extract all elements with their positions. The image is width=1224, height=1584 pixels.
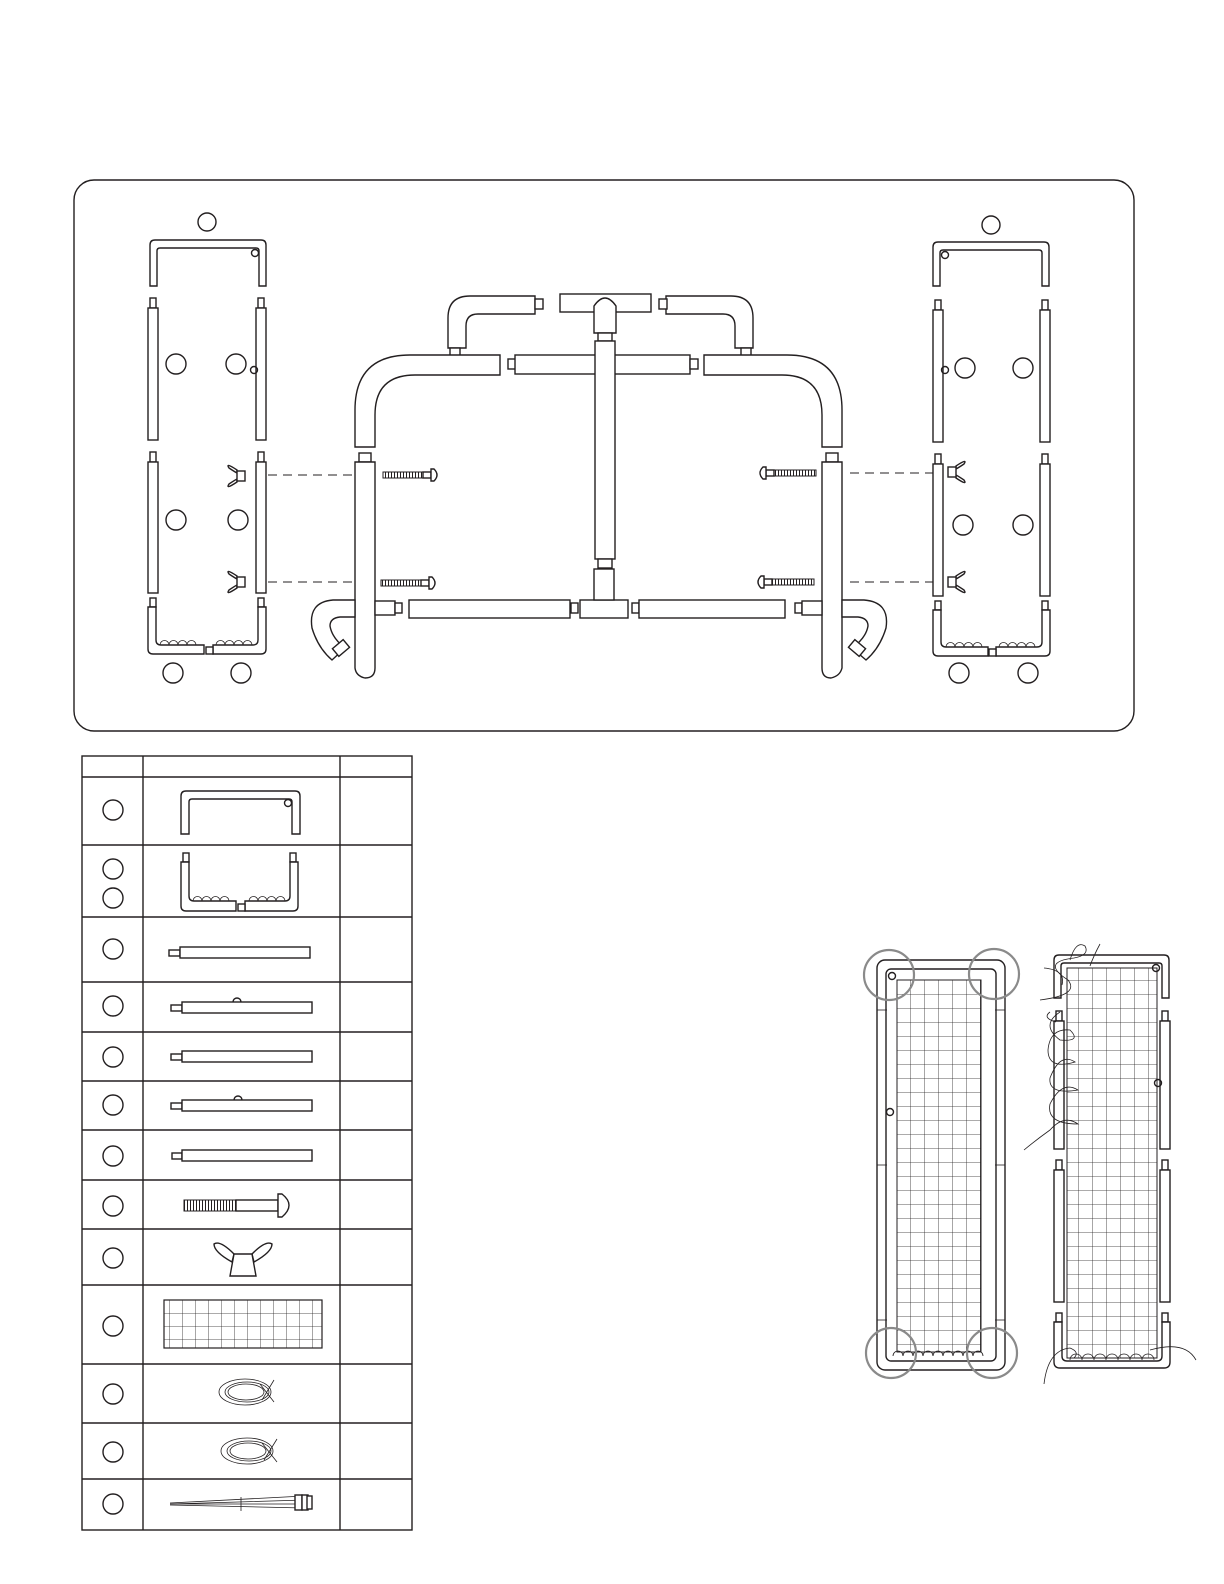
elbow-connector	[448, 296, 535, 348]
table-border	[82, 756, 412, 1530]
net-panel	[897, 980, 981, 1352]
tube-plug	[598, 559, 612, 568]
table-row-side-tube-with-knob	[171, 998, 312, 1013]
table-row-markers	[103, 800, 123, 1514]
tube-plug	[632, 603, 639, 613]
tube-plug	[1162, 1011, 1168, 1021]
tube-plug	[206, 647, 213, 654]
tube-plug	[690, 359, 698, 369]
table-row-net-panel	[164, 1300, 322, 1348]
right-side-frame	[933, 216, 1050, 683]
table-row-bottom-bar	[181, 853, 298, 911]
side-tube	[148, 462, 158, 593]
detail-view-lacing	[1024, 944, 1196, 1384]
elbow-connector	[666, 296, 753, 348]
side-tube	[1054, 1170, 1064, 1302]
bottom-bar-half	[933, 610, 988, 656]
bolt	[758, 576, 814, 588]
part-marker	[949, 663, 969, 683]
tube-plug	[935, 300, 941, 310]
table-row-bolt	[184, 1194, 289, 1217]
bolt	[760, 467, 816, 479]
table-row-side-tube	[169, 947, 310, 958]
tube-plug	[258, 298, 264, 308]
table-row-string-coil	[219, 1379, 274, 1405]
table-row-side-tube	[172, 1150, 312, 1161]
table-row-string-coil	[221, 1438, 277, 1464]
tube-plug	[1162, 1160, 1168, 1170]
bolt	[381, 577, 435, 589]
part-marker	[1013, 358, 1033, 378]
tube-plug	[395, 603, 402, 613]
part-marker	[231, 663, 251, 683]
side-tube	[148, 308, 158, 440]
part-marker	[228, 510, 248, 530]
detail-view-net-installed	[864, 949, 1019, 1378]
tube-plug	[258, 598, 264, 607]
part-marker	[982, 216, 1000, 234]
part-marker	[198, 213, 216, 231]
tube-plug	[935, 454, 941, 464]
tube-plug	[258, 452, 264, 462]
bottom-bar-half	[996, 610, 1050, 656]
tube-plug	[150, 452, 156, 462]
bar-knob	[942, 252, 949, 259]
bottom-bar-half	[213, 607, 266, 654]
leg-sleeve	[802, 601, 822, 615]
wing-nut	[228, 571, 245, 592]
table-row-wing-nut	[214, 1243, 272, 1276]
tube-plug	[1056, 1160, 1062, 1170]
large-elbow	[355, 355, 500, 447]
bolt	[383, 469, 437, 481]
wing-nut	[948, 461, 965, 482]
side-tube	[1040, 464, 1050, 596]
tube-plug	[989, 649, 996, 656]
part-marker	[955, 358, 975, 378]
tube-plug	[1042, 454, 1048, 464]
side-tube	[1040, 310, 1050, 442]
tube-plug	[935, 601, 941, 610]
large-elbow	[704, 355, 842, 447]
leg-tube	[822, 462, 842, 678]
tube-plug	[1042, 300, 1048, 310]
center-tube	[595, 341, 615, 559]
tube-plug	[826, 453, 838, 462]
bar-knob	[252, 250, 259, 257]
side-tube	[1160, 1170, 1170, 1302]
foot-loop	[311, 600, 355, 660]
tube-plug	[795, 603, 802, 613]
side-tube-with-knob	[256, 308, 266, 440]
table-row-cable-ties	[170, 1495, 312, 1511]
t-connector-stem	[594, 298, 616, 333]
tube-plug	[1162, 1313, 1168, 1322]
bottom-crossbar	[409, 600, 570, 618]
leg-sleeve	[375, 601, 395, 615]
table-row-side-tube	[171, 1051, 312, 1062]
tube-plug	[150, 598, 156, 607]
tube-plug	[1056, 1313, 1062, 1322]
bottom-bar-half	[148, 607, 204, 654]
tube-plug	[659, 299, 667, 309]
tube-plug	[1042, 601, 1048, 610]
part-marker	[953, 515, 973, 535]
part-marker	[1018, 663, 1038, 683]
base-frame	[311, 294, 886, 678]
part-marker	[226, 354, 246, 374]
part-marker	[163, 663, 183, 683]
top-bar	[150, 240, 266, 286]
left-side-frame	[148, 213, 266, 683]
tube-plug	[150, 298, 156, 308]
net-panel	[1067, 968, 1157, 1358]
top-bar	[933, 242, 1049, 286]
t-connector-stem	[594, 569, 614, 600]
leg-tube	[355, 462, 375, 678]
tube-plug	[571, 603, 578, 613]
part-marker	[1013, 515, 1033, 535]
side-tube-with-knob	[933, 310, 943, 442]
part-marker	[166, 354, 186, 374]
bottom-t-connector	[580, 600, 628, 618]
bottom-crossbar	[639, 600, 785, 618]
part-marker	[166, 510, 186, 530]
wing-nut	[228, 465, 245, 486]
side-tube	[256, 462, 266, 593]
tube-plug	[598, 333, 612, 341]
table-row-top-bar	[181, 791, 300, 834]
tube-plug	[535, 299, 543, 309]
parts-table	[82, 756, 412, 1530]
exploded-view-panel	[74, 180, 1134, 731]
table-row-side-tube-with-knob	[171, 1096, 312, 1111]
side-tube	[933, 464, 943, 596]
tube-plug	[359, 453, 371, 462]
wing-nut	[948, 571, 965, 592]
